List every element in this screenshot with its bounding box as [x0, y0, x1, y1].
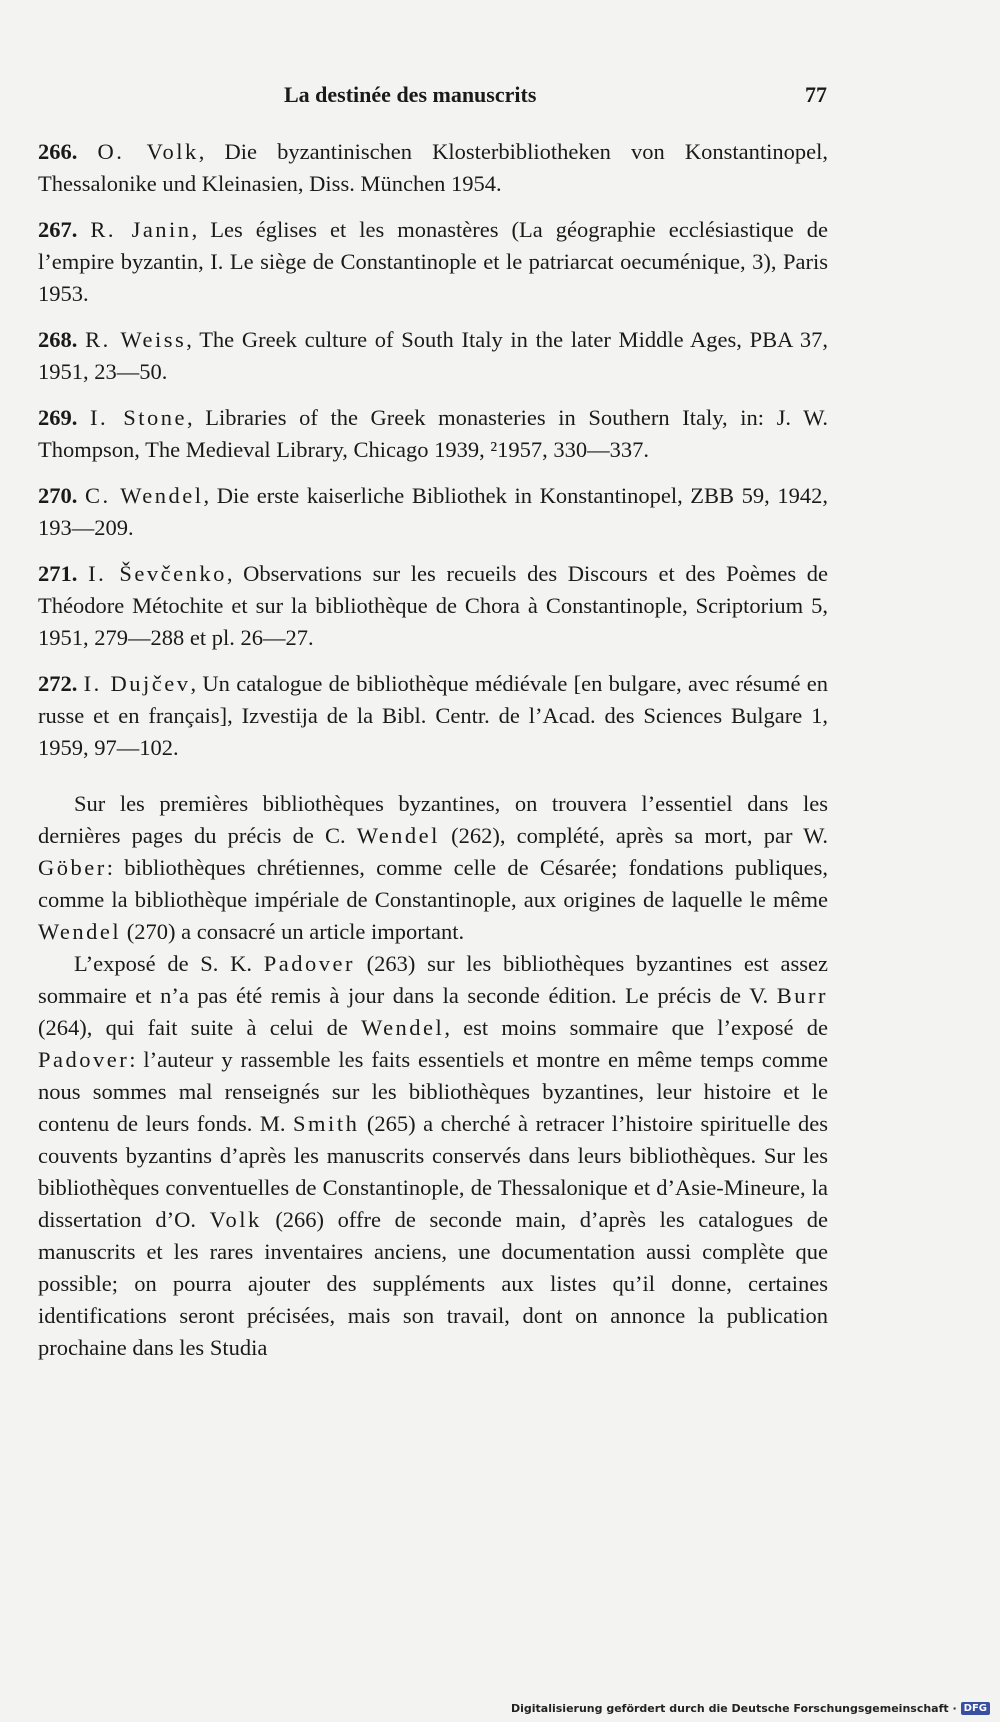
running-header: [284, 82, 827, 108]
text-run: (262), complété, après sa mort, par W.: [439, 823, 828, 848]
page-number: 77: [805, 82, 827, 107]
entry-number: 272.: [38, 671, 78, 696]
entry-text: , Libraries of the Greek monasteries in Southern Italy, in: J. W. Thompson, The Medieval Library, Chicago 1939, ²1957, 330—337.: [38, 405, 828, 462]
text-run: (264), qui fait suite à celui de: [38, 1015, 362, 1040]
page-body: [38, 136, 828, 1364]
text-run: : l’auteur y rassemble les faits essentiels et montre en même temps comme nous sommes mal renseignés sur les bibliothèques byzantines, leur histoire et le contenu de leurs fonds. M.: [38, 1047, 828, 1136]
entry-text: , Un catalogue de bibliothèque médiévale [en bulgare, avec résumé en russe et en français], Izvestija de la Bibl. Centr. de l’Acad. des Sciences Bulgare 1, 1959, 97—102.: [38, 671, 829, 760]
entry-author: I. Dujčev: [83, 671, 191, 696]
entry-author: C. Wendel: [84, 483, 204, 508]
entry-author: R. Janin: [90, 217, 192, 242]
text-run: (265) a cherché à retracer l’histoire spirituelle des couvents byzantins d’après les manuscrits conservés dans leurs bibliothèques. Sur les bibliothèques conventuelles de Constantinople, de Thessalonique et d’Asie-Mineure, la dissertation d’O.: [38, 1111, 828, 1232]
author-name: Padover: [38, 1047, 130, 1072]
author-name: Padover: [263, 951, 355, 976]
section-gap: [38, 778, 828, 788]
text-run: (270) a consacré un article important.: [121, 919, 465, 944]
author-name: Göber: [38, 855, 107, 880]
author-name: Smith: [293, 1111, 360, 1136]
entry-number: 268.: [38, 327, 78, 352]
bibliography-entry-267: [38, 214, 828, 310]
author-name: Wendel: [356, 823, 440, 848]
bibliography-entry-266: [38, 136, 828, 200]
text-run: (263) sur les bibliothèques byzantines est assez sommaire et n’a pas été remis à jour dans la seconde édition. Le précis de V.: [38, 951, 828, 1008]
entry-text: , Die erste kaiserliche Bibliothek in Konstantinopel, ZBB 59, 1942, 193—209.: [38, 483, 829, 540]
author-name: Wendel: [361, 1015, 445, 1040]
text-run: Sur les premières bibliothèques byzantines, on trouvera l’essentiel dans les dernières pages du précis de C.: [38, 791, 828, 848]
entry-number: 266.: [38, 139, 78, 164]
entry-author: R. Weiss: [85, 327, 187, 352]
footer-credit: Digitalisierung gefördert durch die Deutsche Forschungsgemeinschaft ·: [510, 1702, 957, 1715]
entry-number: 271.: [38, 561, 78, 586]
entry-number: 270.: [38, 483, 78, 508]
text-run: : bibliothèques chrétiennes, comme celle de Césarée; fondations publiques, comme la bibliothèque impériale de Constantinople, aux origines de laquelle le même: [38, 855, 828, 912]
entry-text: , Les églises et les monastères (La géographie ecclésiastique de l’empire byzantin, I. Le siège de Constantinople et le patriarcat oecuménique, 3), Paris 1953.: [38, 217, 828, 306]
author-name: Wendel: [38, 919, 122, 944]
entry-number: 269.: [38, 405, 78, 430]
entry-text: , Die byzantinischen Klosterbibliotheken von Konstantinopel, Thessalonike und Kleinasien, Diss. München 1954.: [38, 139, 829, 196]
bibliography-entry-271: [38, 558, 828, 654]
bibliography-entry-272: [38, 668, 828, 764]
paragraph-early-libraries: [38, 788, 828, 948]
bibliography-entry-270: [38, 480, 828, 544]
running-title: La destinée des manuscrits: [284, 82, 537, 107]
text-run: (266) offre de seconde main, d’après les catalogues de manuscrits et les rares inventaires anciens, une documentation aussi complète que possible; on pourra ajouter des suppléments aux listes qu’il donne, certaines identifications seront précisées, mais son travail, dont on annonce la publication prochaine dans les Studia: [38, 1207, 828, 1360]
dfg-logo: DFG: [961, 1702, 990, 1715]
digitization-footer: [511, 1702, 990, 1715]
text-run: , est moins sommaire que l’exposé de: [444, 1015, 828, 1040]
bibliography-entry-269: [38, 402, 828, 466]
entry-author: I. Ševčenko: [88, 561, 227, 586]
entry-text: , Observations sur les recueils des Discours et des Poèmes de Théodore Métochite et sur la bibliothèque de Chora à Constantinople, Scriptorium 5, 1951, 279—288 et pl. 26—27.: [38, 561, 829, 650]
author-name: Volk: [209, 1207, 262, 1232]
entry-author: I. Stone: [90, 405, 187, 430]
text-run: L’exposé de S. K.: [74, 951, 264, 976]
paragraph-padover-exposé: [38, 948, 828, 1364]
bibliography-entry-268: [38, 324, 828, 388]
author-name: Burr: [776, 983, 828, 1008]
entry-text: , The Greek culture of South Italy in the later Middle Ages, PBA 37, 1951, 23—50.: [38, 327, 828, 384]
entry-number: 267.: [38, 217, 78, 242]
entry-author: O. Volk: [97, 139, 199, 164]
